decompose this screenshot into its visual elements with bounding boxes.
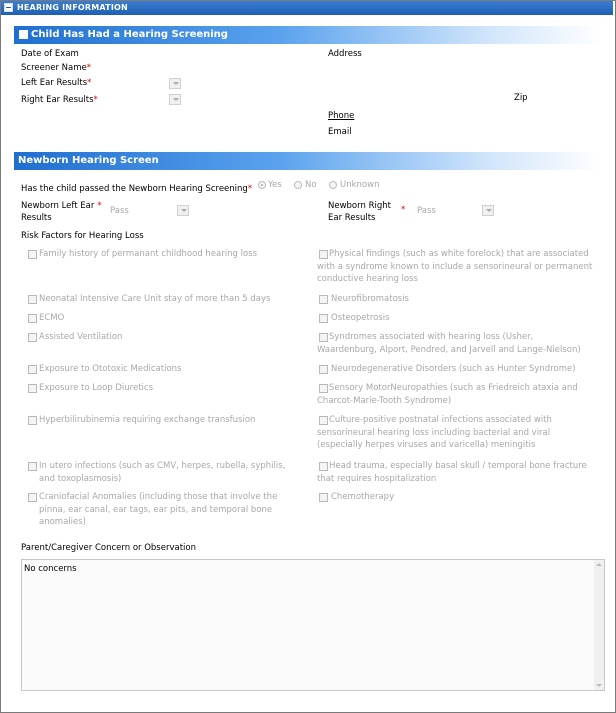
risk-label: Craniofacial Anomalies (including those that involve the pinna, ear canal, ear tags, ear pits, and temporal bone anomalies) <box>39 492 278 527</box>
screening-checkbox[interactable] <box>19 30 28 39</box>
risk-label: Neurodegenerative Disorders (such as Hunter Syndrome) <box>331 364 576 374</box>
newborn-right-select[interactable] <box>482 205 494 216</box>
newborn-left-label: Newborn Left Ear * Results <box>21 201 102 223</box>
risk-label: Chemotherapy <box>331 492 395 502</box>
risk-checkbox[interactable] <box>28 493 37 502</box>
newborn-right-label: Newborn Right Ear Results <box>328 201 391 223</box>
risk-label: Physical findings (such as white forelock) that are associated with a syndrome known to include a sensorineural or permanent conductive hearing loss <box>317 249 593 284</box>
scroll-up-icon[interactable] <box>596 563 602 566</box>
newborn-left-select[interactable] <box>177 205 189 216</box>
risk-label: Assisted Ventilation <box>39 332 123 342</box>
risk-checkbox[interactable] <box>319 295 328 304</box>
risk-label: Hyperbilirubinemia requiring exchange transfusion <box>39 415 256 425</box>
left-ear-select[interactable] <box>169 78 181 89</box>
radio-unknown-label: Unknown <box>340 180 380 190</box>
radio-no[interactable] <box>294 181 302 189</box>
risk-label: Family history of permanant childhood hearing loss <box>39 249 258 259</box>
risk-label: Syndromes associated with hearing loss (Usher, Waardenburg, Alport, Pendred, and Jarvell and Lange-Nielson) <box>317 332 581 355</box>
right-ear-select[interactable] <box>169 94 181 105</box>
email-label: Email <box>328 127 352 137</box>
risk-checkbox[interactable] <box>28 333 37 342</box>
screening-section-title: Child Has Had a Hearing Screening <box>31 29 228 40</box>
risk-label: ECMO <box>39 313 65 323</box>
risk-checkbox[interactable] <box>28 416 37 425</box>
radio-yes-label: Yes <box>268 180 282 190</box>
risk-checkbox[interactable] <box>28 314 37 323</box>
phone-label[interactable]: Phone <box>328 111 355 121</box>
panel-header <box>1 1 613 15</box>
scroll-down-icon[interactable] <box>596 684 602 687</box>
panel-title: HEARING INFORMATION <box>17 3 128 12</box>
screener-label: Screener Name* <box>21 63 91 73</box>
risk-checkbox[interactable] <box>319 314 328 323</box>
newborn-right-value[interactable]: Pass <box>417 206 436 216</box>
risk-checkbox[interactable] <box>28 462 37 471</box>
left-ear-label: Left Ear Results* <box>21 78 92 88</box>
right-ear-label: Right Ear Results* <box>21 95 98 105</box>
address-label: Address <box>328 49 362 59</box>
risk-label: Exposure to Ototoxic Medications <box>39 364 182 374</box>
concern-textarea[interactable] <box>21 559 605 691</box>
zip-label: Zip <box>514 93 528 103</box>
risk-checkbox[interactable] <box>28 365 37 374</box>
risk-label: Neonatal Intensive Care Unit stay of more than 5 days <box>39 294 271 304</box>
newborn-section-title: Newborn Hearing Screen <box>18 155 159 166</box>
risk-label: Culture-positive postnatal infections associated with sensorineural hearing loss including bacterial and viral (especially herpes viruses and varicella) meningitis <box>317 415 552 450</box>
concern-label: Parent/Caregiver Concern or Observation <box>21 543 196 553</box>
risk-checkbox[interactable] <box>28 384 37 393</box>
risk-checkbox[interactable] <box>319 365 328 374</box>
radio-no-label: No <box>305 180 317 190</box>
risk-checkbox[interactable] <box>28 295 37 304</box>
newborn-section-bar <box>14 152 602 170</box>
risk-factors-title: Risk Factors for Hearing Loss <box>21 231 144 241</box>
radio-unknown[interactable] <box>329 181 337 189</box>
date-label: Date of Exam <box>21 49 79 59</box>
risk-label: Osteopetrosis <box>331 313 390 323</box>
radio-yes[interactable] <box>258 181 266 189</box>
passed-question: Has the child passed the Newborn Hearing Screening* <box>21 184 253 194</box>
risk-checkbox[interactable] <box>319 493 328 502</box>
risk-label: Sensory MotorNeuropathies (such as Friedreich ataxia and Charcot-Marie-Tooth Syndrome) <box>317 383 578 406</box>
risk-checkbox[interactable] <box>28 250 37 259</box>
risk-label: Neurofibromatosis <box>331 294 409 304</box>
risk-label: Exposure to Loop Diuretics <box>39 383 153 393</box>
collapse-icon[interactable] <box>4 3 13 12</box>
textarea-scrollbar[interactable] <box>594 560 604 690</box>
newborn-left-value[interactable]: Pass <box>110 206 129 216</box>
screening-section-bar <box>14 26 602 44</box>
newborn-right-required: * <box>401 205 406 215</box>
risk-label: In utero infections (such as CMV, herpes, rubella, syphilis, and toxoplasmosis) <box>39 461 286 484</box>
risk-label: Head trauma, especially basal skull / temporal bone fracture that requires hospitalization <box>317 461 587 484</box>
